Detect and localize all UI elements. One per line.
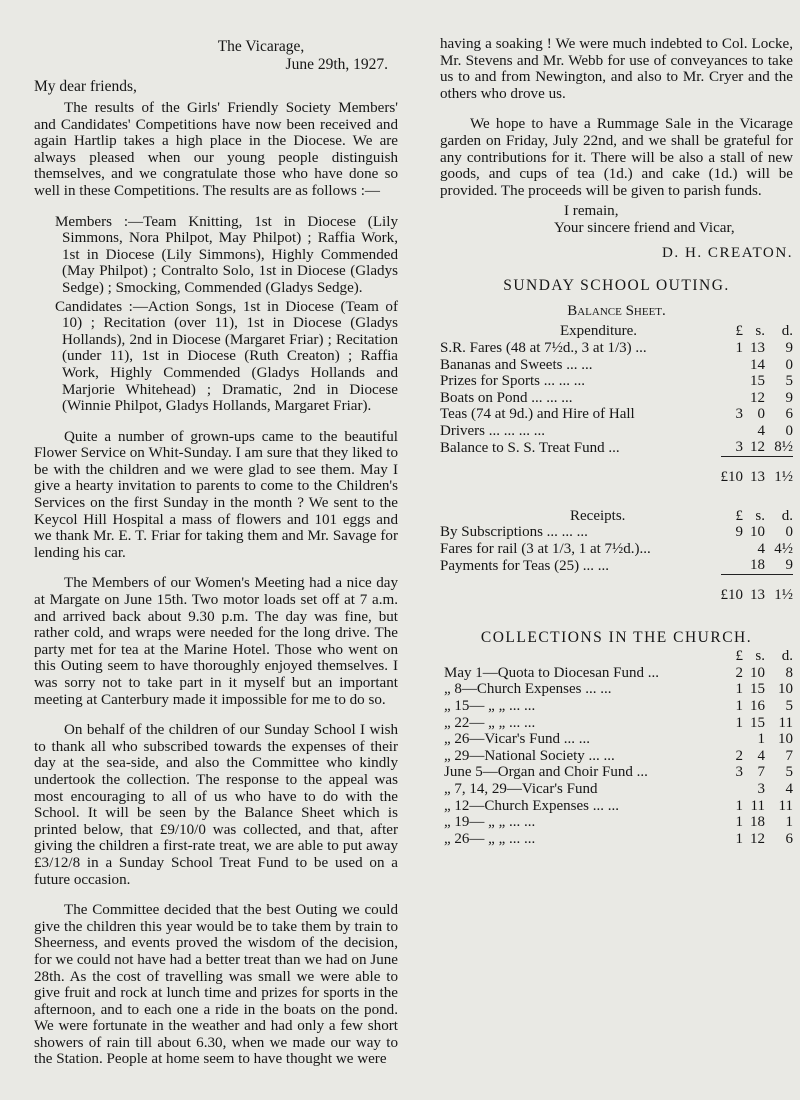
collection-row xyxy=(440,731,793,748)
expenditure-row-pounds: 3 xyxy=(735,406,743,423)
receipts-total-pounds: £10 xyxy=(720,587,743,604)
outing-title: SUNDAY SCHOOL OUTING. xyxy=(503,277,730,295)
expenditure-row-pence: 0 xyxy=(785,422,793,439)
letter-date: June 29th, 1927. xyxy=(285,56,388,73)
collection-row-pounds: 1 xyxy=(735,814,743,831)
collection-row-shillings: 16 xyxy=(750,698,765,714)
col-head-shillings: s. xyxy=(755,648,765,665)
expenditure-row-shillings: 13 xyxy=(750,339,765,356)
receipts-row-shillings: 18 xyxy=(750,557,765,574)
collection-row-shillings: 18 xyxy=(750,814,765,831)
paragraph-sunday-school-thanks: On behalf of the children of our Sunday School I wish to thank all who subscribed towards the expenses of their day at the sea-side, and also the Committee who kindly undertook the collection. The response to the appeal was most encouraging to all of us who have to do with the School. It will be seen by the Balance Sheet which is printed below, that £9/10/0 was collected, and that, after giving the children a first-rate treat, we are able to put away £3/12/8 in a Sunday School Treat Fund to be used on a future occasion. xyxy=(34,722,398,888)
collections-table xyxy=(440,648,793,847)
collection-row-pence: 10 xyxy=(778,731,793,748)
closing-remain: I remain, xyxy=(564,203,619,220)
receipts-row xyxy=(440,524,793,541)
col-head-pounds: £ xyxy=(735,323,743,340)
collection-row-shillings: 15 xyxy=(750,681,765,698)
expenditure-row-pence: 8½ xyxy=(774,439,793,456)
collection-row-pounds: 2 xyxy=(735,747,743,764)
collection-row xyxy=(440,665,793,682)
collection-row-pence: 5 xyxy=(785,698,793,714)
collection-row-description: May 1—Quota to Diocesan Fund ... xyxy=(444,664,659,681)
paragraph-womens-meeting: The Members of our Women's Meeting had a nice day at Margate on June 15th. Two motor loads set off at 7 a.m. and arrived back about 9.30 p.m. The day was fine, but rather cold, and wraps were needed for the long drive. The party met for tea at the Marine Hotel. Those who went on this Outing seem to have thoroughly enjoyed themselves. I was sorry not to take part in it myself but an important meeting at Canterbury made it impossible for me to do so. xyxy=(34,575,398,708)
expenditure-row xyxy=(440,340,793,357)
right-column xyxy=(440,36,793,847)
col-head-pence: d. xyxy=(781,323,793,340)
collection-row-pence: 1 xyxy=(785,814,793,831)
paragraph-flower-service: Quite a number of grown-ups came to the beautiful Flower Service on Whit-Sunday. I am sure that they liked to be with the children and we were glad to see them. May I give a hearty invitation to parents to come to the Children's Services on the first Sunday in the month ? We sent to the Keycol Hill Hospital a mass of flowers and 101 eggs and we thank Mr. E. T. Friar for taking them and Mr. Savage for lending his car. xyxy=(34,428,398,561)
collection-row-description: „ 26— „ „ ... ... xyxy=(444,830,536,847)
collection-row-pounds xyxy=(721,781,743,798)
receipts-row-pence: 4½ xyxy=(774,540,793,557)
collection-row-description: „ 19— „ „ ... ... xyxy=(444,814,536,831)
expenditure-total-pence: 1½ xyxy=(774,469,793,486)
expenditure-row-shillings: 4 xyxy=(757,422,765,439)
collection-row xyxy=(440,748,793,765)
closing-friend: Your sincere friend and Vicar, xyxy=(554,219,735,236)
expenditure-row-pounds xyxy=(721,357,744,374)
expenditure-total-pounds: £10 xyxy=(720,469,743,486)
expenditure-row-description: S.R. Fares (48 at 7½d., 3 at 1/3) ... xyxy=(440,339,647,356)
expenditure-row-pounds: 1 xyxy=(735,339,743,356)
expenditure-row-shillings: 0 xyxy=(757,406,765,423)
expenditure-row xyxy=(440,406,793,423)
collection-row-shillings: 1 xyxy=(757,731,765,748)
expenditure-row-pounds: 3 xyxy=(735,439,743,456)
collection-row-pounds: 1 xyxy=(735,681,743,698)
expenditure-row-description: Boats on Pond ... ... ... xyxy=(440,389,573,406)
expenditure-row-shillings: 12 xyxy=(750,439,765,456)
signature: D. H. CREATON. xyxy=(662,244,793,261)
collection-row-shillings: 15 xyxy=(750,714,765,731)
expenditure-row-shillings: 15 xyxy=(750,373,765,390)
collection-row-description: „ 15— „ „ ... ... xyxy=(444,698,536,714)
paragraph-outing-continued: having a soaking ! We were much indebted to Col. Locke, Mr. Stevens and Mr. Webb for use of conveyances to take us to and from Newington, and also to Mr. Cryer and the others who drove us. xyxy=(440,36,793,102)
expenditure-total-shillings: 13 xyxy=(750,469,765,486)
expenditure-row-pounds xyxy=(721,423,744,440)
receipts-table xyxy=(440,508,793,608)
collection-row xyxy=(440,764,793,781)
letter-address: The Vicarage, xyxy=(217,38,305,55)
collection-row xyxy=(440,781,793,798)
receipts-row-pounds: 9 xyxy=(735,524,743,541)
receipts-row-pounds xyxy=(721,541,744,558)
expenditure-row-pence: 9 xyxy=(785,389,793,406)
col-head-shillings: s. xyxy=(755,323,765,340)
collection-row xyxy=(440,814,793,831)
receipts-row-pence: 0 xyxy=(785,524,793,541)
expenditure-row-pence: 0 xyxy=(785,356,793,373)
expenditure-heading: Expenditure. xyxy=(560,323,638,340)
paragraph-outing-decision: The Committee decided that the best Outing we could give the children this year would be to take them by train to Sheerness, and events proved the wisdom of the decision, for we could not have had a better treat than we had on June 28th. As the cost of travelling was small we were able to give fruit and rock at lunch time and prizes for sports in the afternoon, and to each one a ride in the boats on the pond. We were fortunate in the weather and had only a few short showers of rain till about 6.30, when we made our way to the Station. People at home seem to have thought we were xyxy=(34,902,398,1068)
expenditure-row-description: Balance to S. S. Treat Fund ... xyxy=(440,439,620,456)
collection-row-description: „ 29—National Society ... ... xyxy=(444,747,615,764)
expenditure-row-pence: 6 xyxy=(785,406,793,423)
collection-row-description: „ 8—Church Expenses ... ... xyxy=(444,681,612,698)
collection-row-pence: 8 xyxy=(785,664,793,681)
receipts-row-shillings: 4 xyxy=(757,540,765,557)
col-head-pence: d. xyxy=(781,507,793,524)
collection-row-description: „ 12—Church Expenses ... ... xyxy=(444,797,619,814)
collection-row-shillings: 3 xyxy=(757,780,765,797)
expenditure-row-description: Teas (74 at 9d.) and Hire of Hall xyxy=(440,406,635,423)
collection-row-description: „ 26—Vicar's Fund ... ... xyxy=(444,731,590,748)
collection-row-pounds: 1 xyxy=(735,797,743,814)
results-members: Members :—Team Knitting, 1st in Diocese (Lily Simmons, Nora Philpot, May Philpot) ; Raffia Work, 1st in Diocese (Lily Simmons), Highly Commended (May Philpot) ; Contralto Solo, 1st in Diocese (Gladys Sedge) ; Smocking, Commended (Gladys Sedge). xyxy=(55,213,398,296)
expenditure-row-pence: 9 xyxy=(785,339,793,356)
receipts-row-description: Fares for rail (3 at 1/3, 1 at 7½d.)... xyxy=(440,540,651,557)
collection-row-pence: 10 xyxy=(778,681,793,698)
receipts-row-pounds xyxy=(721,557,744,574)
collection-row-description: June 5—Organ and Choir Fund ... xyxy=(444,764,648,781)
collection-row-pounds: 1 xyxy=(735,698,743,714)
expenditure-row-pence: 5 xyxy=(785,373,793,390)
collection-row xyxy=(440,715,793,732)
collection-row-pence: 11 xyxy=(778,714,793,731)
expenditure-row-shillings: 12 xyxy=(750,389,765,406)
results-candidates: Candidates :—Action Songs, 1st in Diocese (Team of 10) ; Recitation (over 11), 1st in Diocese (Gladys Hollands), 2nd in Diocese (Margaret Friar) ; Recitation (under 11), 1st in Diocese (Ruth Creaton) ; Raffia Work, Highly Commended (Gladys Hollands and Marjorie Whitehead) ; Dramatic, 2nd in Diocese (Winnie Philpot, Gladys Hollands, Margaret Friar). xyxy=(55,298,398,415)
letter-salutation: My dear friends, xyxy=(34,78,137,95)
col-head-pounds: £ xyxy=(735,507,743,524)
expenditure-table xyxy=(440,323,793,489)
receipts-row-description: Payments for Teas (25) ... ... xyxy=(440,557,610,574)
collection-row-pounds: 1 xyxy=(735,830,743,847)
collection-row-shillings: 7 xyxy=(757,764,765,781)
collection-row-pence: 4 xyxy=(785,780,793,797)
receipts-total-shillings: 13 xyxy=(750,587,765,604)
collection-row-pence: 11 xyxy=(778,797,793,814)
expenditure-row xyxy=(440,357,793,374)
collection-row xyxy=(440,831,793,848)
expenditure-row xyxy=(440,423,793,440)
expenditure-row-description: Prizes for Sports ... ... ... xyxy=(440,373,585,390)
collection-row-shillings: 12 xyxy=(750,830,765,847)
receipts-row-description: By Subscriptions ... ... ... xyxy=(440,524,588,541)
receipts-heading: Receipts. xyxy=(570,507,626,524)
paragraph-rummage-sale: We hope to have a Rummage Sale in the Vicarage garden on Friday, July 22nd, and we shall be grateful for any contributions for it. There will be also a stall of new goods, and cups of tea (1d.) and cake (1d.) will be provided. The proceeds will be given to parish funds. xyxy=(440,116,793,199)
collection-row-shillings: 10 xyxy=(750,664,765,681)
results-list xyxy=(34,214,398,415)
collection-row-description: „ 22— „ „ ... ... xyxy=(444,714,536,731)
paragraph-gfs-results: The results of the Girls' Friendly Society Members' and Candidates' Competitions have now been received and again Hartlip takes a high place in the Diocese. We are always pleased when our young people distinguish themselves, and we congratulate those who have done so well in these Competitions. The results are as follows :— xyxy=(34,100,398,199)
receipts-row xyxy=(440,557,793,574)
collection-row xyxy=(440,798,793,815)
collection-row-shillings: 11 xyxy=(750,797,765,814)
collection-row-pence: 7 xyxy=(785,747,793,764)
expenditure-row-pounds xyxy=(721,390,744,407)
col-head-shillings: s. xyxy=(755,507,765,524)
expenditure-row-shillings: 14 xyxy=(750,356,765,373)
expenditure-row-description: Drivers ... ... ... ... xyxy=(440,422,545,439)
receipts-total-pence: 1½ xyxy=(774,587,793,604)
col-head-pence: d. xyxy=(781,648,793,665)
receipts-row xyxy=(440,541,793,558)
collection-row-shillings: 4 xyxy=(757,747,765,764)
collection-row-pounds: 2 xyxy=(735,664,743,681)
balance-sheet-subtitle: Balance Sheet. xyxy=(567,302,666,319)
collection-row xyxy=(440,698,793,715)
collection-row-pounds xyxy=(721,731,743,748)
receipts-row-shillings: 10 xyxy=(750,524,765,541)
expenditure-row xyxy=(440,439,793,456)
collection-row-pounds: 1 xyxy=(735,714,743,731)
expenditure-row xyxy=(440,390,793,407)
collection-row-pence: 5 xyxy=(785,764,793,781)
collections-title: COLLECTIONS IN THE CHURCH. xyxy=(480,628,753,646)
expenditure-row-pounds xyxy=(721,373,744,390)
left-column xyxy=(34,38,398,1068)
receipts-row-pence: 9 xyxy=(785,557,793,574)
collection-row-pounds: 3 xyxy=(735,764,743,781)
col-head-pounds: £ xyxy=(735,648,743,665)
expenditure-row-description: Bananas and Sweets ... ... xyxy=(440,356,593,373)
collection-row-description: „ 7, 14, 29—Vicar's Fund xyxy=(444,780,598,797)
expenditure-row xyxy=(440,373,793,390)
collection-row xyxy=(440,681,793,698)
collection-row-pence: 6 xyxy=(785,830,793,847)
